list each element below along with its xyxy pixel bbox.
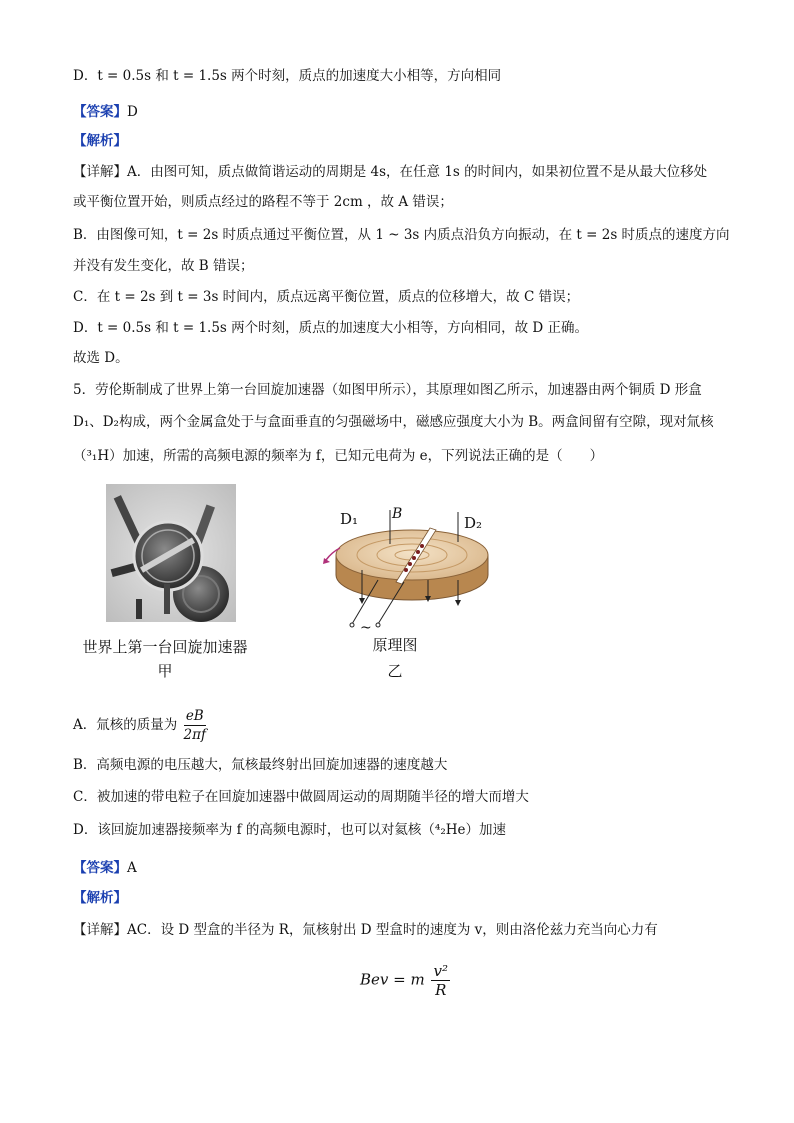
option-a-fraction — [184, 707, 206, 744]
conclusion-line: 故选 D。 — [73, 350, 129, 366]
cyclotron-schematic — [318, 500, 498, 635]
equation-denominator: R — [435, 981, 447, 999]
option-d-prev: D．t = 0.5s 和 t = 1.5s 两个时刻，质点的加速度大小相等，方向相同 — [73, 68, 502, 84]
right-caption-label: 乙 — [387, 662, 403, 680]
detail-line-3: B．由图像可知，t = 2s 时质点通过平衡位置，从 1 ~ 3s 内质点沿负方向振动，在 t = 2s 时质点的速度方向 — [73, 227, 730, 243]
question-5-line-2: D₁、D₂构成，两个金属盒处于与盒面垂直的匀强磁场中，磁感应强度大小为 B。两盒间留有空隙，现对氚核 — [73, 414, 714, 430]
equation-fraction — [431, 962, 450, 999]
option-c: C．被加速的带电粒子在回旋加速器中做圆周运动的周期随半径的增大而增大 — [73, 789, 529, 805]
detail-line-2: 或平衡位置开始，则质点经过的路程不等于 2cm ，故 A 错误； — [73, 194, 453, 210]
option-d: D．该回旋加速器接频率为 f 的高频电源时，也可以对氦核（⁴₂He）加速 — [73, 822, 506, 838]
label-ac-source: ~ — [360, 620, 372, 635]
equation-numerator: v² — [433, 962, 448, 980]
detail-line-4: 并没有发生变化，故 B 错误； — [73, 258, 254, 274]
cyclotron-photo-drawing — [106, 484, 236, 622]
answer-value: D — [127, 104, 138, 120]
analysis-heading-1: 【解析】 — [73, 133, 127, 149]
answer-label: 【答案】 — [73, 860, 127, 876]
question-5-line-3: （³₁H）加速，所需的高频电源的频率为 f，已知元电荷为 e，下列说法正确的是（ ） — [73, 448, 604, 464]
equation-lhs: Bev = m — [360, 970, 425, 989]
detail-line-6: D．t = 0.5s 和 t = 1.5s 两个时刻，质点的加速度大小相等，方向相同，故 D 正确。 — [73, 320, 589, 336]
fraction-denominator: 2πf — [183, 727, 207, 743]
right-caption: 原理图 — [372, 636, 418, 654]
analysis-heading-2: 【解析】 — [73, 890, 127, 906]
label-b: B — [392, 506, 403, 522]
lorentz-equation — [360, 962, 450, 999]
detail-line-1: 【详解】A．由图可知，质点做简谐运动的周期是 4s，在任意 1s 的时间内，如果初位置不是从最大位移处 — [73, 164, 708, 180]
question-5-line-1: 5．劳伦斯制成了世界上第一台回旋加速器（如图甲所示），其原理如图乙所示，加速器由两个铜质 D 形盒 — [73, 382, 702, 398]
detail-2-line-1: 【详解】AC．设 D 型盒的半径为 R，氚核射出 D 型盒时的速度为 v，则由洛伦兹力充当向心力有 — [73, 922, 658, 938]
schematic-drawing — [318, 500, 498, 635]
left-caption: 世界上第一台回旋加速器 — [82, 638, 248, 656]
detail-line-5: C．在 t = 2s 到 t = 3s 时间内，质点远离平衡位置，质点的位移增大，故 C 错误； — [73, 289, 580, 305]
option-b: B．高频电源的电压越大，氚核最终射出回旋加速器的速度越大 — [73, 757, 448, 773]
option-a — [73, 705, 206, 745]
label-d2: D₂ — [464, 514, 483, 532]
option-a-text: A．氚核的质量为 — [73, 717, 178, 733]
answer-value: A — [127, 860, 137, 876]
fraction-numerator: eB — [184, 707, 206, 726]
left-caption-label: 甲 — [157, 662, 173, 680]
answer-label: 【答案】 — [73, 104, 127, 120]
cyclotron-photo — [106, 484, 236, 622]
answer-2 — [73, 858, 137, 878]
label-d1: D₁ — [340, 510, 359, 528]
answer-1 — [73, 102, 138, 122]
